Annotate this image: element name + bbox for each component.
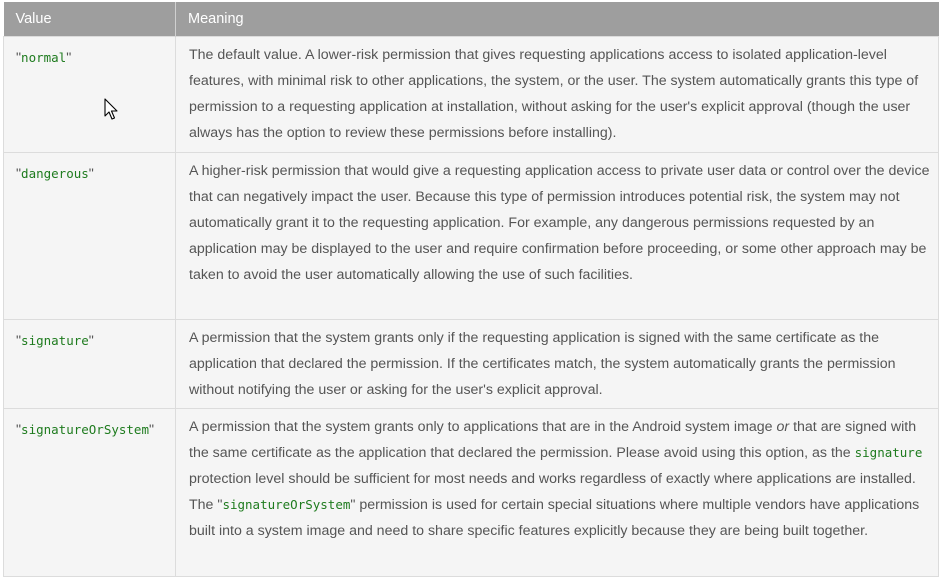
value-code: signatureOrSystem	[21, 422, 149, 437]
meaning-text: A permission that the system grants only to applications that are in the Android system image	[189, 419, 777, 435]
value-cell: "normal"	[4, 37, 176, 153]
meaning-cell	[176, 409, 939, 577]
arrow-cursor-icon	[104, 98, 120, 122]
value-cell: "dangerous"	[4, 153, 176, 320]
value-code: signature	[21, 333, 89, 348]
value-cell: "signatureOrSystem"	[4, 409, 176, 577]
header-value: Value	[4, 2, 176, 37]
table-row	[4, 409, 939, 577]
table-row	[4, 320, 939, 409]
permission-table	[3, 2, 939, 577]
value-code: normal	[21, 50, 67, 65]
table-row	[4, 37, 939, 153]
meaning-cell: A higher-risk permission that would give a requesting application access to private user data or control over the device that can negatively impact the user. Because this type of permission introduces potential risk, the system may not automatically grant it to the requesting application. For example, any dangerous permissions requested by an application may be displayed to the user and require confirmation before proceeding, or some other approach may be taken to avoid the user automatically allowing the use of such facilities.	[176, 153, 939, 320]
meaning-text: that are signed with the same certificate as the application that declared the permission. Please avoid using this option, as the	[189, 419, 917, 461]
header-meaning: Meaning	[176, 2, 939, 37]
meaning-cell: The default value. A lower-risk permission that gives requesting applications access to isolated application-level features, with minimal risk to other applications, the system, or the user. The system automatically grants this type of permission to a requesting application at installation, without asking for the user's explicit approval (though the user always has the option to review these permissions before installing).	[176, 37, 939, 153]
meaning-text: " permission is used for certain special situations where multiple vendors have applications built into a system image and need to share specific features explicitly because they are being built together.	[189, 497, 920, 539]
table-header-row	[4, 2, 939, 37]
meaning-cell: A permission that the system grants only if the requesting application is signed with the same certificate as the application that declared the permission. If the certificates match, the system automatically grants the permission without notifying the user or asking for the user's explicit approval.	[176, 320, 939, 409]
value-code: dangerous	[21, 166, 89, 181]
table-row	[4, 153, 939, 320]
inline-code-signature: signature	[854, 445, 923, 460]
meaning-text: protection level should be sufficient for most needs and works regardless of exactly where applications are installed. The "	[189, 471, 916, 513]
value-cell: "signature"	[4, 320, 176, 409]
meaning-emphasis: or	[776, 419, 790, 435]
inline-code-signatureorsystem: signatureOrSystem	[222, 497, 351, 512]
